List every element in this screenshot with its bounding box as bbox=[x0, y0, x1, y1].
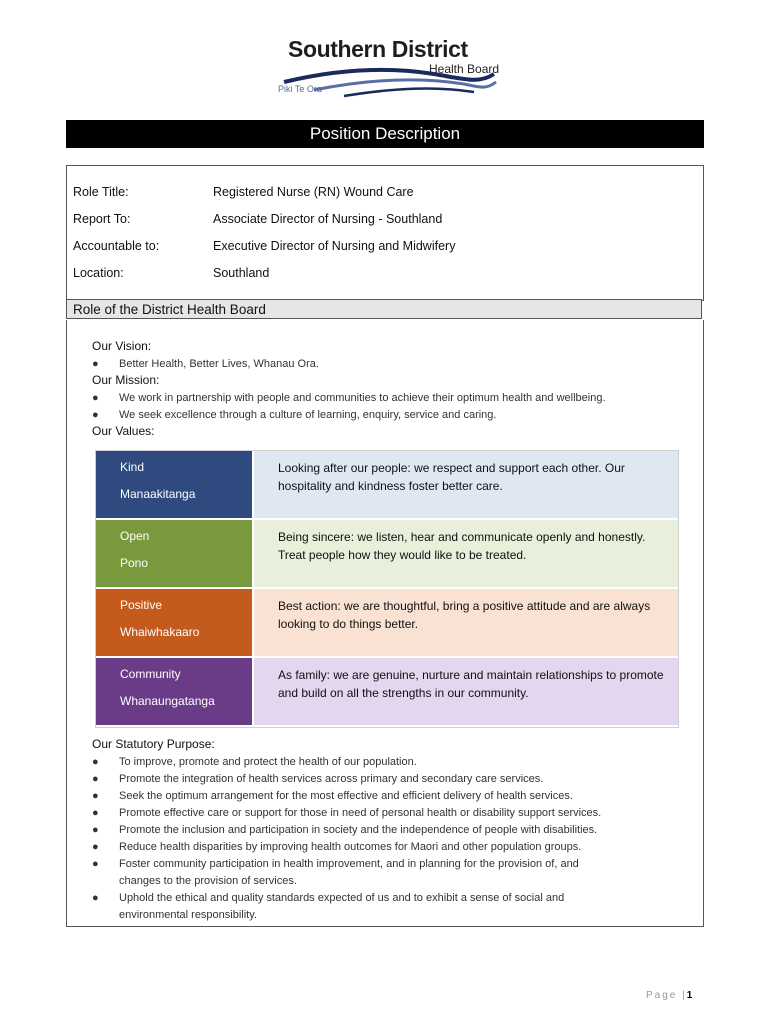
bullet-icon: ● bbox=[92, 773, 99, 785]
bullet-icon: ● bbox=[92, 892, 99, 904]
logo bbox=[274, 36, 498, 98]
bullet-icon: ● bbox=[92, 841, 99, 853]
value-description-cell: Being sincere: we listen, hear and communicate openly and honestly. Treat people how they would like to be treated. bbox=[254, 520, 678, 587]
bullet-icon: ● bbox=[92, 409, 99, 421]
bullet-icon: ● bbox=[92, 790, 99, 802]
value-row-positive bbox=[96, 589, 678, 658]
bullet-icon: ● bbox=[92, 358, 99, 370]
statutory-heading: Our Statutory Purpose: bbox=[92, 737, 215, 751]
bullet-icon: ● bbox=[92, 858, 99, 870]
value-name-cell: Community Whanaungatanga bbox=[96, 658, 252, 725]
accountable-to-value: Executive Director of Nursing and Midwifery bbox=[213, 239, 456, 253]
page-number: Page |1 bbox=[646, 990, 693, 1001]
value-row-community bbox=[96, 658, 678, 727]
bullet-icon: ● bbox=[92, 392, 99, 404]
logo-tagline: Piki Te Ora bbox=[278, 84, 322, 94]
mission-heading: Our Mission: bbox=[92, 373, 160, 387]
section-heading: Role of the District Health Board bbox=[66, 299, 702, 319]
value-description-cell: As family: we are genuine, nurture and maintain relationships to promote and build on all the strengths in our community. bbox=[254, 658, 678, 725]
page-title: Position Description bbox=[66, 120, 704, 148]
value-name-cell: Open Pono bbox=[96, 520, 252, 587]
value-name-cell: Positive Whaiwhakaaro bbox=[96, 589, 252, 656]
bullet-icon: ● bbox=[92, 824, 99, 836]
values-heading: Our Values: bbox=[92, 424, 155, 438]
location-value: Southland bbox=[213, 266, 270, 280]
location-label: Location: bbox=[73, 266, 124, 280]
value-name-cell: Kind Manaakitanga bbox=[96, 451, 252, 518]
role-title-value: Registered Nurse (RN) Wound Care bbox=[213, 185, 414, 199]
dhb-role-box: Our Vision: ● Better Health, Better Lives, Whanau Ora. Our Mission: ● We work in partnership with people and communities to achieve their optimum health and wellbeing. ● We seek excellence through a culture of learning, enquiry, service and caring. Our Values: Kind Manaakitanga Looking after our people: we respect and support each other. Our hospitality and kindness foster better care. Open Pono Being sincere: we listen, hear and communicate openly and honestly. Treat people how they would like to be treated. Positive Whaiwhakaaro Best action: we are thoughtful, bring a positive attitude and are always looking to do things better. Community Whanaungatanga As family: we are genuine, nurture and maintain relationships to promote and build on all the strengths in our community. Our Statutory Purpose: ● To improve, promote and protect the health of our population. ● Promote the integration of health services across primary and secondary care services. ● Seek the optimum arrangement for the most effective and efficient delivery of health services. ● Promote effective care or support for those in need of personal health or disability support services. ● Promote the inclusion and participation in society and the independence of people with disabilities. ● Reduce health disparities by improving health outcomes for Maori and other population groups. ● Foster community participation in health improvement, and in planning for the provision of, and changes to the provision of services. ● Uphold the ethical and quality standards expected of us and to exhibit a sense of social and environmental responsibility. bbox=[66, 320, 704, 927]
report-to-label: Report To: bbox=[73, 212, 131, 226]
accountable-to-label: Accountable to: bbox=[73, 239, 160, 253]
logo-subtitle: Health Board bbox=[429, 62, 500, 76]
role-title-label: Role Title: bbox=[73, 185, 129, 199]
values-table bbox=[95, 450, 679, 728]
value-description-cell: Looking after our people: we respect and support each other. Our hospitality and kindness foster better care. bbox=[254, 451, 678, 518]
bullet-icon: ● bbox=[92, 807, 99, 819]
report-to-value: Associate Director of Nursing - Southland bbox=[213, 212, 443, 226]
role-info-box bbox=[66, 165, 704, 301]
vision-heading: Our Vision: bbox=[92, 339, 152, 353]
value-row-open bbox=[96, 520, 678, 589]
bullet-icon: ● bbox=[92, 756, 99, 768]
value-description-cell: Best action: we are thoughtful, bring a positive attitude and are always looking to do things better. bbox=[254, 589, 678, 656]
logo-title: Southern District bbox=[288, 36, 468, 62]
value-row-kind bbox=[96, 451, 678, 520]
